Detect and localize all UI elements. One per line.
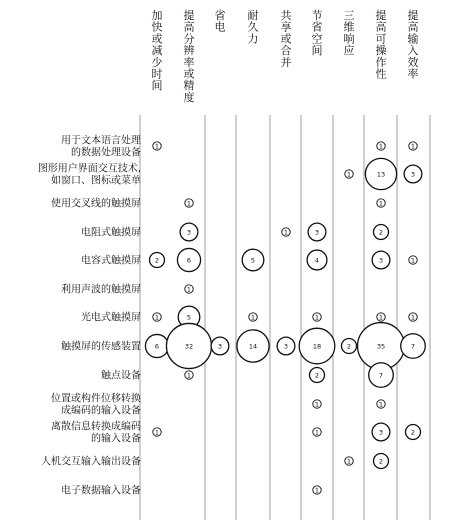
row-label-0: 用于文本语言处理的数据处理设备 <box>61 135 141 159</box>
bubble-value: 1 <box>378 199 384 208</box>
bubble-value: 3 <box>186 228 192 237</box>
bubble-r4-c5 <box>307 250 327 270</box>
bubble-value: 1 <box>346 457 352 466</box>
bubble-r7-c3 <box>237 330 269 362</box>
column-label-3: 耐久力 <box>247 9 259 46</box>
bubble-r9-c5 <box>313 400 321 409</box>
row-label-5: 利用声波的触摸屏 <box>61 284 141 296</box>
bubble-r7-c8 <box>401 334 426 359</box>
bubble-value: 1 <box>283 228 289 237</box>
bubble-value: 1 <box>410 256 416 265</box>
bubble-value: 1 <box>378 313 384 322</box>
bubble-r4-c7 <box>372 251 390 269</box>
bubble-value: 3 <box>314 228 320 237</box>
bubble-r2-c7 <box>377 199 385 208</box>
bubble-r8-c5 <box>310 368 325 383</box>
bubble-r3-c1 <box>180 223 198 241</box>
bubble-value: 1 <box>154 428 160 437</box>
row-label-10: 离散信息转换成编码的输入设备 <box>51 421 141 445</box>
bubble-value: 1 <box>186 285 192 294</box>
bubble-value: 1 <box>186 199 192 208</box>
bubble-r4-c3 <box>242 249 264 271</box>
bubble-r3-c4 <box>282 228 290 237</box>
bubble-r4-c1 <box>177 248 200 271</box>
bubble-value: 1 <box>314 400 320 409</box>
bubble-value: 2 <box>378 228 384 237</box>
row-label-8: 触点设备 <box>101 370 141 382</box>
row-label-4: 电容式触摸屏 <box>81 255 141 267</box>
bubble-value: 2 <box>154 256 160 265</box>
bubble-value: 1 <box>378 400 384 409</box>
bubble-r4-c0 <box>150 253 165 268</box>
bubble-r7-c2 <box>211 337 229 355</box>
bubble-r7-c6 <box>342 339 357 354</box>
bubble-r8-c7 <box>369 363 394 388</box>
bubble-r7-c1 <box>166 323 211 368</box>
bubble-r10-c0 <box>153 428 161 437</box>
bubble-r12-c5 <box>313 486 321 495</box>
bubble-r1-c6 <box>345 170 353 179</box>
bubble-value: 6 <box>154 342 160 351</box>
column-label-4: 共享或合并 <box>280 9 292 69</box>
bubble-value: 14 <box>248 342 258 351</box>
bubble-r0-c8 <box>409 142 417 151</box>
bubble-value: 1 <box>250 313 256 322</box>
row-label-1: 图形用户界面交互技术,如窗口、图标或菜单 <box>37 163 141 187</box>
bubble-value: 32 <box>184 342 194 351</box>
bubble-value: 6 <box>186 256 192 265</box>
bubble-r6-c0 <box>153 313 161 322</box>
bubble-r7-c4 <box>277 337 295 355</box>
bubble-r9-c7 <box>377 400 385 409</box>
bubble-value: 35 <box>376 342 386 351</box>
bubble-r0-c0 <box>153 142 161 151</box>
bubble-value: 1 <box>410 142 416 151</box>
column-label-7: 提高可操作性 <box>375 9 387 81</box>
bubble-r10-c8 <box>406 425 421 440</box>
bubble-value: 2 <box>378 457 384 466</box>
bubble-r7-c5 <box>299 328 335 364</box>
bubble-r3-c5 <box>308 223 326 241</box>
bubble-r11-c6 <box>345 457 353 466</box>
bubble-value: 3 <box>410 170 416 179</box>
row-label-12: 电子数据输入设备 <box>61 485 141 497</box>
bubble-value: 3 <box>378 256 384 265</box>
bubble-value: 7 <box>410 342 416 351</box>
bubble-value: 1 <box>378 142 384 151</box>
bubble-r6-c5 <box>313 313 321 322</box>
bubble-value: 18 <box>312 342 322 351</box>
column-labels <box>152 8 419 104</box>
bubbles <box>145 142 425 495</box>
row-label-11: 人机交互输入输出设备 <box>41 456 141 468</box>
bubble-r10-c7 <box>372 423 390 441</box>
bubble-r11-c7 <box>374 454 389 469</box>
bubble-r8-c1 <box>185 371 193 380</box>
bubble-r5-c1 <box>185 285 193 294</box>
bubble-value: 1 <box>314 428 320 437</box>
bubble-r0-c7 <box>377 142 385 151</box>
row-label-7: 触摸屏的传感装置 <box>61 341 141 353</box>
bubble-value: 2 <box>410 428 416 437</box>
bubble-value: 1 <box>154 313 160 322</box>
bubble-value: 1 <box>314 486 320 495</box>
bubble-r3-c7 <box>374 225 389 240</box>
bubble-r4-c8 <box>409 256 417 264</box>
bubble-value: 4 <box>314 256 320 265</box>
column-label-8: 提高输入效率 <box>407 9 419 81</box>
bubble-value: 1 <box>410 313 416 322</box>
bubble-value: 1 <box>154 142 160 151</box>
column-label-1: 提高分辨率或精度 <box>183 9 195 104</box>
bubble-r6-c8 <box>409 313 417 322</box>
bubble-value: 1 <box>186 371 192 380</box>
row-label-3: 电阻式触摸屏 <box>81 227 141 239</box>
column-label-2: 省电 <box>214 9 226 34</box>
bubble-value: 5 <box>250 256 256 265</box>
row-label-9: 位置或构件位移转换成编码的输入设备 <box>51 393 141 417</box>
bubble-value: 13 <box>376 170 386 179</box>
bubble-value: 7 <box>378 371 384 380</box>
row-labels <box>38 134 141 497</box>
bubble-value: 2 <box>314 371 320 380</box>
bubble-r6-c7 <box>377 313 385 322</box>
column-label-0: 加快或减少时间 <box>151 9 163 93</box>
bubble-r7-c0 <box>145 334 168 357</box>
row-label-6: 光电式触摸屏 <box>81 312 141 324</box>
bubble-value: 3 <box>378 428 384 437</box>
bubble-r10-c5 <box>313 428 321 437</box>
bubble-value: 3 <box>283 342 289 351</box>
bubble-value: 2 <box>346 342 352 351</box>
bubble-r1-c7 <box>365 158 396 189</box>
bubble-r1-c8 <box>404 165 422 183</box>
bubble-value: 1 <box>346 170 352 179</box>
bubble-r6-c3 <box>249 313 257 322</box>
column-label-5: 节省空间 <box>311 9 323 58</box>
row-label-2: 使用交叉线的触摸屏 <box>51 198 141 210</box>
bubble-value: 3 <box>217 342 223 351</box>
column-label-6: 三维响应 <box>343 9 355 58</box>
bubble-r2-c1 <box>185 199 193 208</box>
bubble-value: 5 <box>186 313 192 322</box>
bubble-value: 1 <box>314 313 320 322</box>
